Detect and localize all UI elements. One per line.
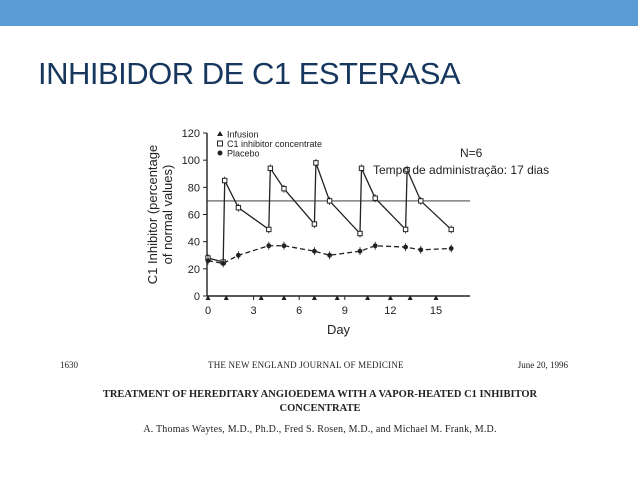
citation-header bbox=[60, 360, 580, 374]
data-point bbox=[449, 246, 454, 251]
legend-label: Infusion bbox=[227, 129, 259, 140]
data-point bbox=[206, 258, 211, 263]
data-point bbox=[358, 249, 363, 254]
data-point bbox=[403, 245, 408, 250]
data-point bbox=[403, 227, 407, 231]
data-point bbox=[373, 243, 378, 248]
data-point bbox=[266, 243, 271, 248]
legend-marker-c1 bbox=[218, 141, 223, 146]
administration-duration-label: Tempo de administração: 17 dias bbox=[373, 163, 550, 177]
y-tick-label: 40 bbox=[187, 236, 200, 249]
data-point bbox=[282, 186, 286, 190]
slide-title: INHIBIDOR DE C1 ESTERASA bbox=[38, 56, 461, 91]
citation-journal-name: THE NEW ENGLAND JOURNAL OF MEDICINE bbox=[208, 360, 404, 370]
journal-citation bbox=[60, 360, 580, 435]
x-tick-label: 0 bbox=[204, 305, 212, 317]
data-point bbox=[223, 178, 227, 182]
data-point bbox=[373, 196, 377, 200]
data-point bbox=[327, 199, 331, 203]
y-tick-label: 20 bbox=[187, 263, 200, 276]
data-point bbox=[267, 227, 271, 231]
x-tick-label: 3 bbox=[250, 305, 257, 317]
legend-marker-placebo bbox=[218, 151, 223, 156]
series-line-1 bbox=[208, 163, 451, 262]
y-axis-label: C1 Inhibitor (percentage bbox=[145, 144, 160, 285]
citation-page-number: 1630 bbox=[60, 360, 78, 370]
data-point bbox=[268, 166, 272, 170]
data-point bbox=[312, 249, 317, 254]
data-point bbox=[314, 161, 318, 165]
data-point bbox=[221, 261, 226, 266]
y-tick-label: 80 bbox=[187, 182, 200, 195]
data-point bbox=[236, 253, 241, 258]
data-point bbox=[312, 222, 316, 226]
x-tick-label: 15 bbox=[429, 305, 443, 317]
legend-label: Placebo bbox=[227, 148, 260, 159]
legend-label: C1 inhibitor concentrate bbox=[227, 139, 323, 149]
x-tick-label: 6 bbox=[296, 305, 303, 317]
data-point bbox=[449, 227, 453, 231]
y-tick-label: 120 bbox=[181, 128, 200, 140]
data-point bbox=[358, 231, 362, 235]
legend-marker-infusion bbox=[217, 131, 223, 136]
data-point bbox=[359, 166, 363, 170]
x-axis-label: Day bbox=[326, 322, 351, 337]
y-tick-label: 0 bbox=[193, 291, 200, 303]
x-tick-label: 9 bbox=[341, 305, 348, 317]
x-tick-label: 12 bbox=[384, 305, 397, 317]
citation-date: June 20, 1996 bbox=[517, 360, 568, 370]
y-tick-label: 100 bbox=[181, 155, 200, 168]
data-point bbox=[282, 243, 287, 248]
data-point bbox=[327, 253, 332, 258]
citation-title: TREATMENT OF HEREDITARY ANGIOEDEMA WITH A VAPOR-HEATED C1 INHIBITOR CONCENTRATE bbox=[102, 389, 538, 414]
y-tick-label: 60 bbox=[187, 209, 200, 222]
data-point bbox=[418, 247, 423, 252]
sample-size-label: N=6 bbox=[460, 146, 483, 160]
y-axis-label-line2: of normal values) bbox=[160, 164, 175, 265]
citation-authors: A. Thomas Waytes, M.D., Ph.D., Fred S. Rosen, M.D., and Michael M. Frank, M.D. bbox=[143, 424, 497, 435]
data-point bbox=[236, 206, 240, 210]
data-point bbox=[419, 199, 423, 203]
